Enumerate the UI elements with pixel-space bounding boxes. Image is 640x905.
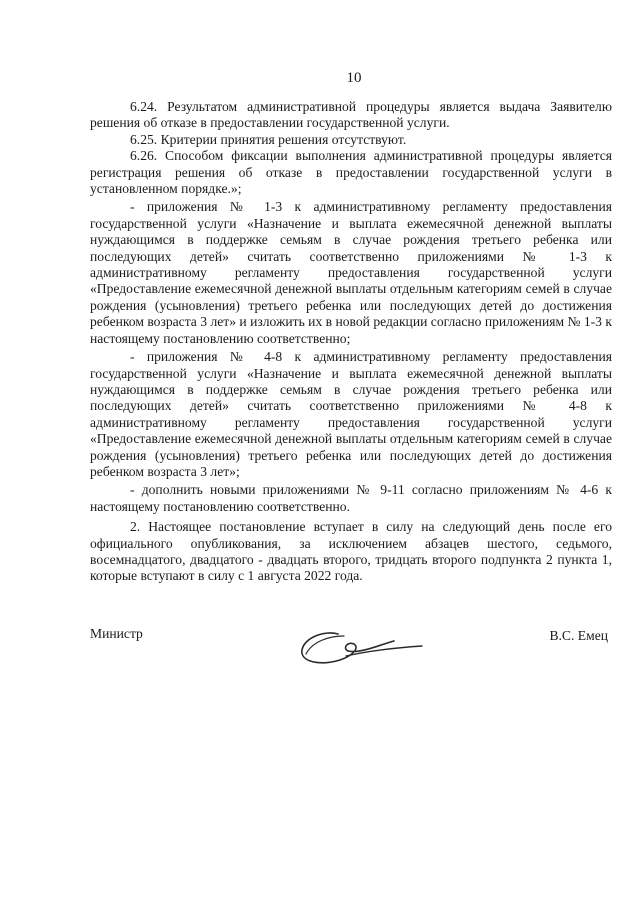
handwritten-signature bbox=[298, 620, 428, 668]
paragraph-6-26: 6.26. Способом фиксации выполнения административной процедуры является регистрация решения об отказе в предоставлении государственной услуги в установленном порядке.»; bbox=[90, 148, 612, 197]
signatory-title: Министр bbox=[90, 626, 143, 641]
paragraph-6-24: 6.24. Результатом административной процедуры является выдача Заявителю решения об отказе в предоставлении государственной услуги. bbox=[90, 99, 612, 131]
signature-block bbox=[90, 620, 612, 670]
paragraph-appendix-4-8: - приложения № 4-8 к административному регламенту предоставления государственной услуги «Назначение и выплата ежемесячной денежной выплаты нуждающимся в поддержке семьям в случае рождения третьего ребенка или последующих детей» считать соответственно приложениями № 4-8 к административному регламенту предоставления государственной услуги «Предоставление ежемесячной денежной выплаты отдельным категориям семей в случае рождения (усыновления) третьего ребенка или последующих детей до достижения ребенком возраста 3 лет»; bbox=[90, 349, 612, 479]
paragraph-appendix-9-11: - дополнить новыми приложениями № 9-11 согласно приложениям № 4-6 к настоящему постановлению соответственно. bbox=[90, 482, 612, 514]
paragraph-appendix-1-3: - приложения № 1-3 к административному регламенту предоставления государственной услуги «Назначение и выплата ежемесячной денежной выплаты нуждающимся в поддержке семьям в случае рождения третьего ребенка или последующих детей» считать соответственно приложениями № 1-3 к административному регламенту предоставления государственной услуги «Предоставление ежемесячной денежной выплаты отдельным категориям семей в случае рождения (усыновления) третьего ребенка или последующих детей до достижения ребенком возраста 3 лет» и изложить их в новой редакции согласно приложениям № 1-3 к настоящему постановлению соответственно; bbox=[90, 199, 612, 346]
paragraph-effective-date: 2. Настоящее постановление вступает в силу на следующий день после его официального опубликования, за исключением абзацев шестого, седьмого, восемнадцатого, двадцатого - двадцать второго, тридцать второго подпункта 2 пункта 1, которые вступают в силу с 1 августа 2022 года. bbox=[90, 519, 612, 584]
page-number: 10 bbox=[346, 70, 362, 86]
document-body bbox=[90, 99, 612, 585]
signatory-name: В.С. Емец bbox=[549, 628, 608, 643]
paragraph-6-25: 6.25. Критерии принятия решения отсутствуют. bbox=[130, 131, 407, 147]
